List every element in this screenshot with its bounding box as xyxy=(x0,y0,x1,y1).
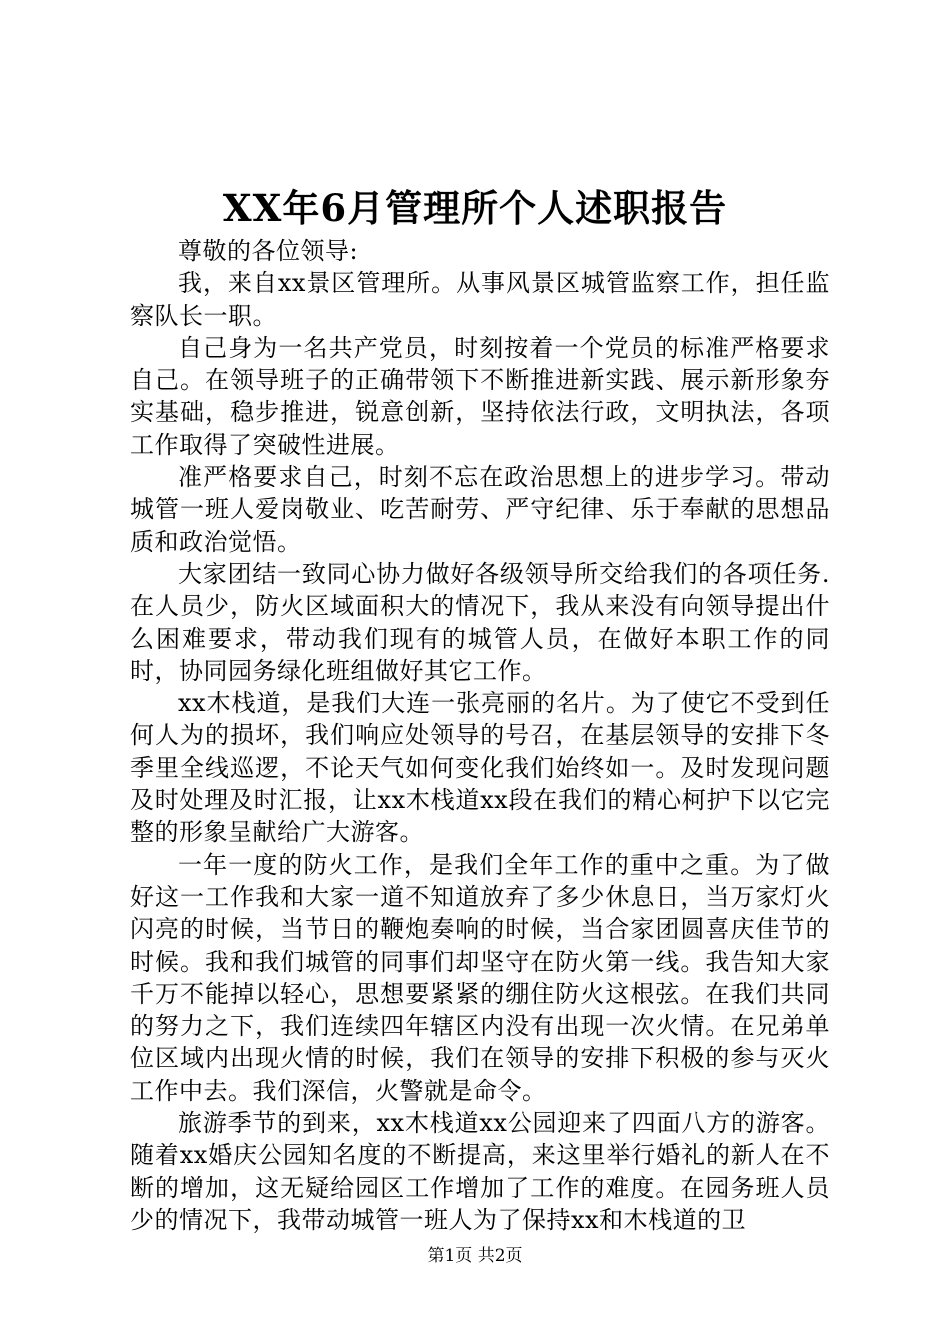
paragraph: 准严格要求自己，时刻不忘在政治思想上的进步学习。带动城管一班人爱岗敬业、吃苦耐劳、严守纪律、乐于奉献的思想品质和政治觉悟。 xyxy=(130,463,830,556)
document-title: XX年6月管理所个人述职报告 xyxy=(222,186,728,230)
paragraph: 一年一度的防火工作，是我们全年工作的重中之重。为了做好这一工作我和大家一道不知道放弃了多少休息日，当万家灯火闪亮的时候，当节日的鞭炮奏响的时候，当合家团圆喜庆佳节的时候。我和我们城管的同事们却坚守在防火第一线。我告知大家千万不能掉以轻心，思想要紧紧的绷住防火这根弦。在我们共同的努力之下，我们连续四年辖区内没有出现一次火情。在兄弟单位区域内出现火情的时候，我们在领导的安排下积极的参与灭火工作中去。我们深信，火警就是命令。 xyxy=(130,850,830,1105)
document-body xyxy=(130,235,830,1236)
paragraph: 旅游季节的到来，xx木栈道xx公园迎来了四面八方的游客。随着xx婚庆公园知名度的不断提高，来这里举行婚礼的新人在不断的增加，这无疑给园区工作增加了工作的难度。在园务班人员少的情况下，我带动城管一班人为了保持xx和木栈道的卫 xyxy=(130,1109,830,1234)
paragraph: 我，来自xx景区管理所。从事风景区城管监察工作，担任监察队长一职。 xyxy=(130,269,830,330)
page-number: 第1页 共2页 xyxy=(427,1246,523,1266)
paragraph: 自己身为一名共产党员，时刻按着一个党员的标准严格要求自己。在领导班子的正确带领下不断推进新实践、展示新形象夯实基础，稳步推进，锐意创新，坚持依法行政，文明执法，各项工作取得了突破性进展。 xyxy=(130,333,830,459)
paragraph: xx木栈道，是我们大连一张亮丽的名片。为了使它不受到任何人为的损坏，我们响应处领导的号召，在基层领导的安排下冬季里全线巡逻，不论天气如何变化我们始终如一。及时发现问题及时处理及时汇报，让xx木栈道xx段在我们的精心柯护下以它完整的形象呈献给广大游客。 xyxy=(130,689,830,847)
paragraph: 大家团结一致同心协力做好各级领导所交给我们的各项任务.在人员少，防火区域面积大的情况下，我从来没有向领导提出什么困难要求，带动我们现有的城管人员，在做好本职工作的同时，协同园务绿化班组做好其它工作。 xyxy=(130,559,830,685)
salutation: 尊敬的各位领导: xyxy=(178,237,359,265)
